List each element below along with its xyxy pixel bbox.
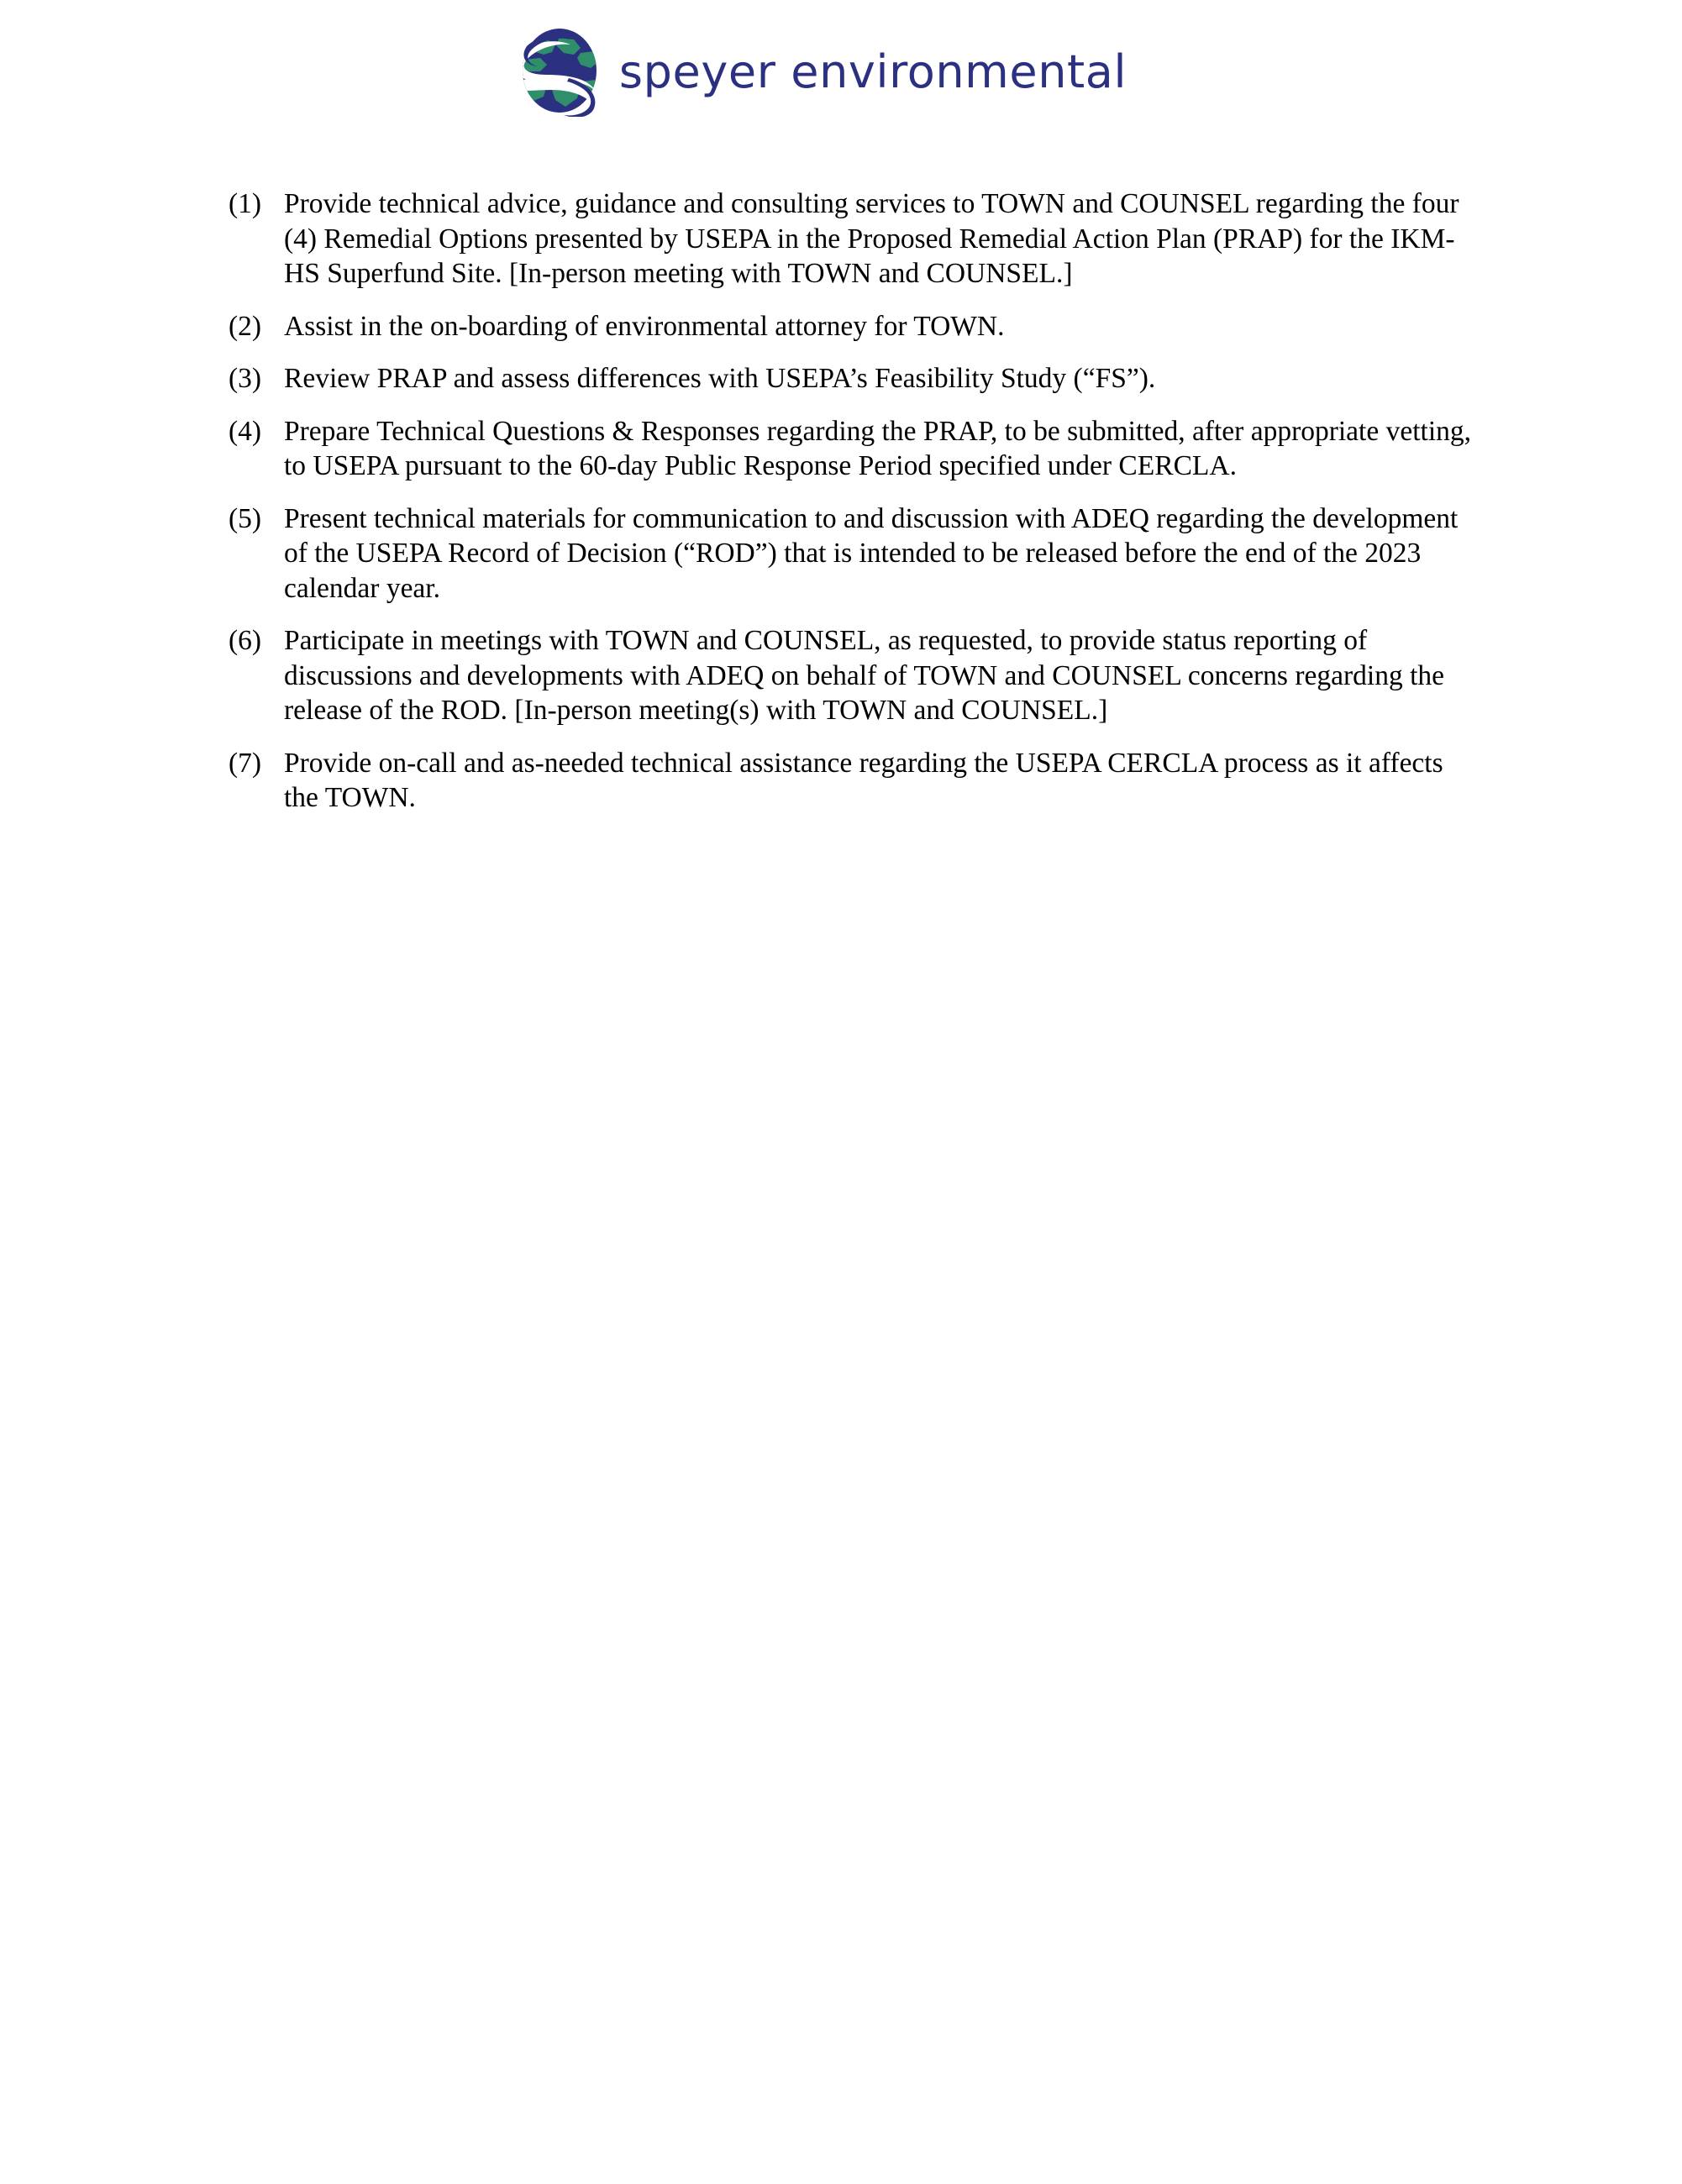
list-item	[229, 186, 1472, 291]
company-logo-lockup	[518, 23, 1127, 117]
clause-marker: (5)	[229, 502, 262, 534]
list-item	[229, 361, 1472, 396]
clause-text: Review PRAP and assess differences with USEPA’s Feasibility Study (“FS”).	[284, 363, 1156, 394]
scope-of-services-list	[229, 186, 1472, 816]
list-item	[229, 746, 1472, 816]
clause-text: Provide technical advice, guidance and consulting services to TOWN and COUNSEL regarding the four (4) Remedial Options presented by USEPA in the Proposed Remedial Action Plan (PRAP) for the IKM-HS Superfund Site. [In-person meeting with TOWN and COUNSEL.]	[284, 188, 1459, 289]
clause-marker: (6)	[229, 625, 262, 656]
clause-text: Prepare Technical Questions & Responses regarding the PRAP, to be submitted, after appropriate vetting, to USEPA pursuant to the 60-day Public Response Period specified under CERCLA.	[284, 415, 1472, 481]
list-item	[229, 501, 1472, 606]
letterhead	[0, 15, 1682, 124]
list-item	[229, 414, 1472, 484]
clause-text: Present technical materials for communication to and discussion with ADEQ regarding the development of the USEPA Record of Decision (“ROD”) that is intended to be released before the end of the 2023 calendar year.	[284, 502, 1459, 604]
list-item	[229, 623, 1472, 728]
clause-marker: (1)	[229, 188, 262, 219]
clause-marker: (2)	[229, 310, 262, 342]
clause-text: Assist in the on-boarding of environmental attorney for TOWN.	[284, 310, 1005, 342]
clause-marker: (3)	[229, 363, 262, 394]
clause-text: Provide on-call and as-needed technical assistance regarding the USEPA CERCLA process as it affects the TOWN.	[284, 747, 1443, 813]
clause-marker: (7)	[229, 747, 262, 779]
clause-marker: (4)	[229, 415, 262, 447]
clause-text: Participate in meetings with TOWN and COUNSEL, as requested, to provide status reporting of discussions and developments with ADEQ on behalf of TOWN and COUNSEL concerns regarding the release of the ROD. [In-person meeting(s) with TOWN and COUNSEL.]	[284, 625, 1444, 726]
globe-icon	[518, 23, 601, 117]
list-item	[229, 309, 1472, 344]
company-name: speyer environmental	[618, 45, 1127, 98]
